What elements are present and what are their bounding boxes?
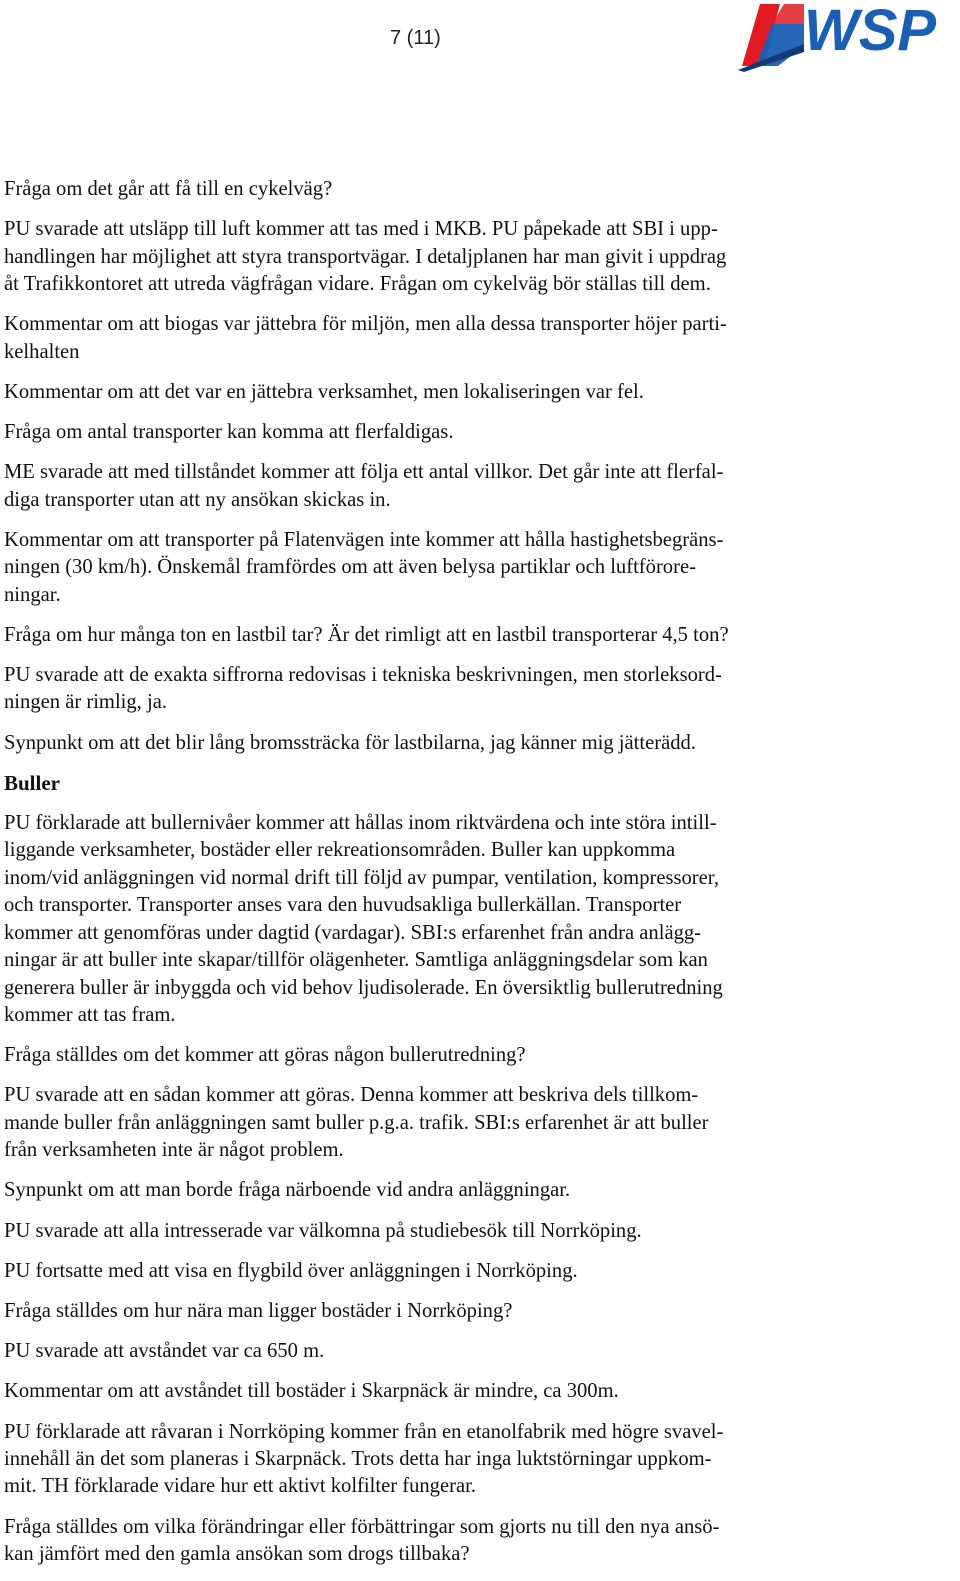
section-heading: Buller	[4, 770, 60, 795]
paragraph: Fråga ställdes om hur nära man ligger bostäder i Norrköping?	[4, 1299, 513, 1322]
wsp-logo	[738, 0, 960, 72]
paragraph: ME svarade att med tillståndet kommer att följa ett antal villkor. Det går inte att flerfal- diga transporter utan att ny ansökan skickas in.	[4, 461, 724, 511]
paragraph: Kommentar om att biogas var jättebra för miljön, men alla dessa transporter höjer parti- kelhalten	[4, 313, 727, 363]
paragraph: PU svarade att de exakta siffrorna redovisas i tekniska beskrivningen, men storleksord- ningen är rimlig, ja.	[4, 664, 722, 714]
logo-text: WSP	[804, 0, 937, 63]
paragraph: PU svarade att en sådan kommer att göras. Denna kommer att beskriva dels tillkom- mande buller från anläggningen samt buller p.g.a. trafik. SBI:s erfarenhet är att buller från verksamheten inte är något problem.	[4, 1084, 709, 1162]
wsp-logo-icon	[738, 0, 960, 72]
paragraph: PU fortsatte med att visa en flygbild över anläggningen i Norrköping.	[4, 1259, 578, 1282]
paragraph: Fråga om antal transporter kan komma att flerfaldigas.	[4, 421, 454, 444]
paragraph: PU svarade att avståndet var ca 650 m.	[4, 1340, 325, 1363]
paragraph: PU svarade att utsläpp till luft kommer att tas med i MKB. PU påpekade att SBI i upp- handlingen har möjlighet att styra transportvägar. I detaljplanen har man givit i uppdrag åt Trafikkontoret att utreda vägfrågan vidare. Frågan om cykelväg bör ställas till dem.	[4, 218, 727, 296]
paragraph: Synpunkt om att det blir lång bromssträcka för lastbilarna, jag känner mig jätterädd.	[4, 731, 696, 754]
paragraph: Kommentar om att transporter på Flatenvägen inte kommer att hålla hastighetsbegräns- ningen (30 km/h). Önskemål framfördes om att även belysa partiklar och luftförore- ningar.	[4, 528, 724, 606]
paragraph: Fråga om hur många ton en lastbil tar? Är det rimligt att en lastbil transporterar 4,5 ton?	[4, 623, 729, 646]
paragraph: Fråga ställdes om det kommer att göras någon bullerutredning?	[4, 1044, 526, 1067]
paragraph: Fråga ställdes om vilka förändringar eller förbättringar som gjorts nu till den nya ansö- kan jämfört med den gamla ansökan som drogs tillbaka?	[4, 1515, 720, 1565]
paragraph: Kommentar om att avståndet till bostäder i Skarpnäck är mindre, ca 300m.	[4, 1380, 619, 1403]
document-body	[4, 176, 854, 1581]
paragraph: Synpunkt om att man borde fråga närboende vid andra anläggningar.	[4, 1179, 571, 1202]
paragraph: PU svarade att alla intresserade var välkomna på studiebesök till Norrköping.	[4, 1219, 642, 1242]
paragraph: Fråga om det går att få till en cykelväg?	[4, 178, 333, 200]
paragraph: PU förklarade att bullernivåer kommer att hållas inom riktvärdena och inte störa intill- liggande verksamheter, bostäder eller rekreationsområden. Buller kan uppkomma inom/vid anläggningen vid normal drift till följd av pumpar, ventilation, kompressorer, och transporter. Transporter anses vara den huvudsakliga bullerkällan. Transporter kommer att genomföras under dagtid (vardagar). SBI:s erfarenhet från andra anlägg- ningar är att buller inte skapar/tillför olägenheter. Samtliga anläggningsdelar som kan generera buller är inbyggda och vid behov ljudisolerade. En översiktlig bullerutredning kommer att tas fram.	[4, 812, 723, 1026]
page-number: 7 (11)	[390, 27, 441, 49]
paragraph: Kommentar om att det var en jättebra verksamhet, men lokaliseringen var fel.	[4, 380, 644, 403]
paragraph: PU förklarade att råvaran i Norrköping kommer från en etanolfabrik med högre svavel- innehåll än det som planeras i Skarpnäck. Trots detta har inga luktstörningar uppkom- mit. TH förklarade vidare hur ett aktivt kolfilter fungerar.	[4, 1420, 724, 1498]
